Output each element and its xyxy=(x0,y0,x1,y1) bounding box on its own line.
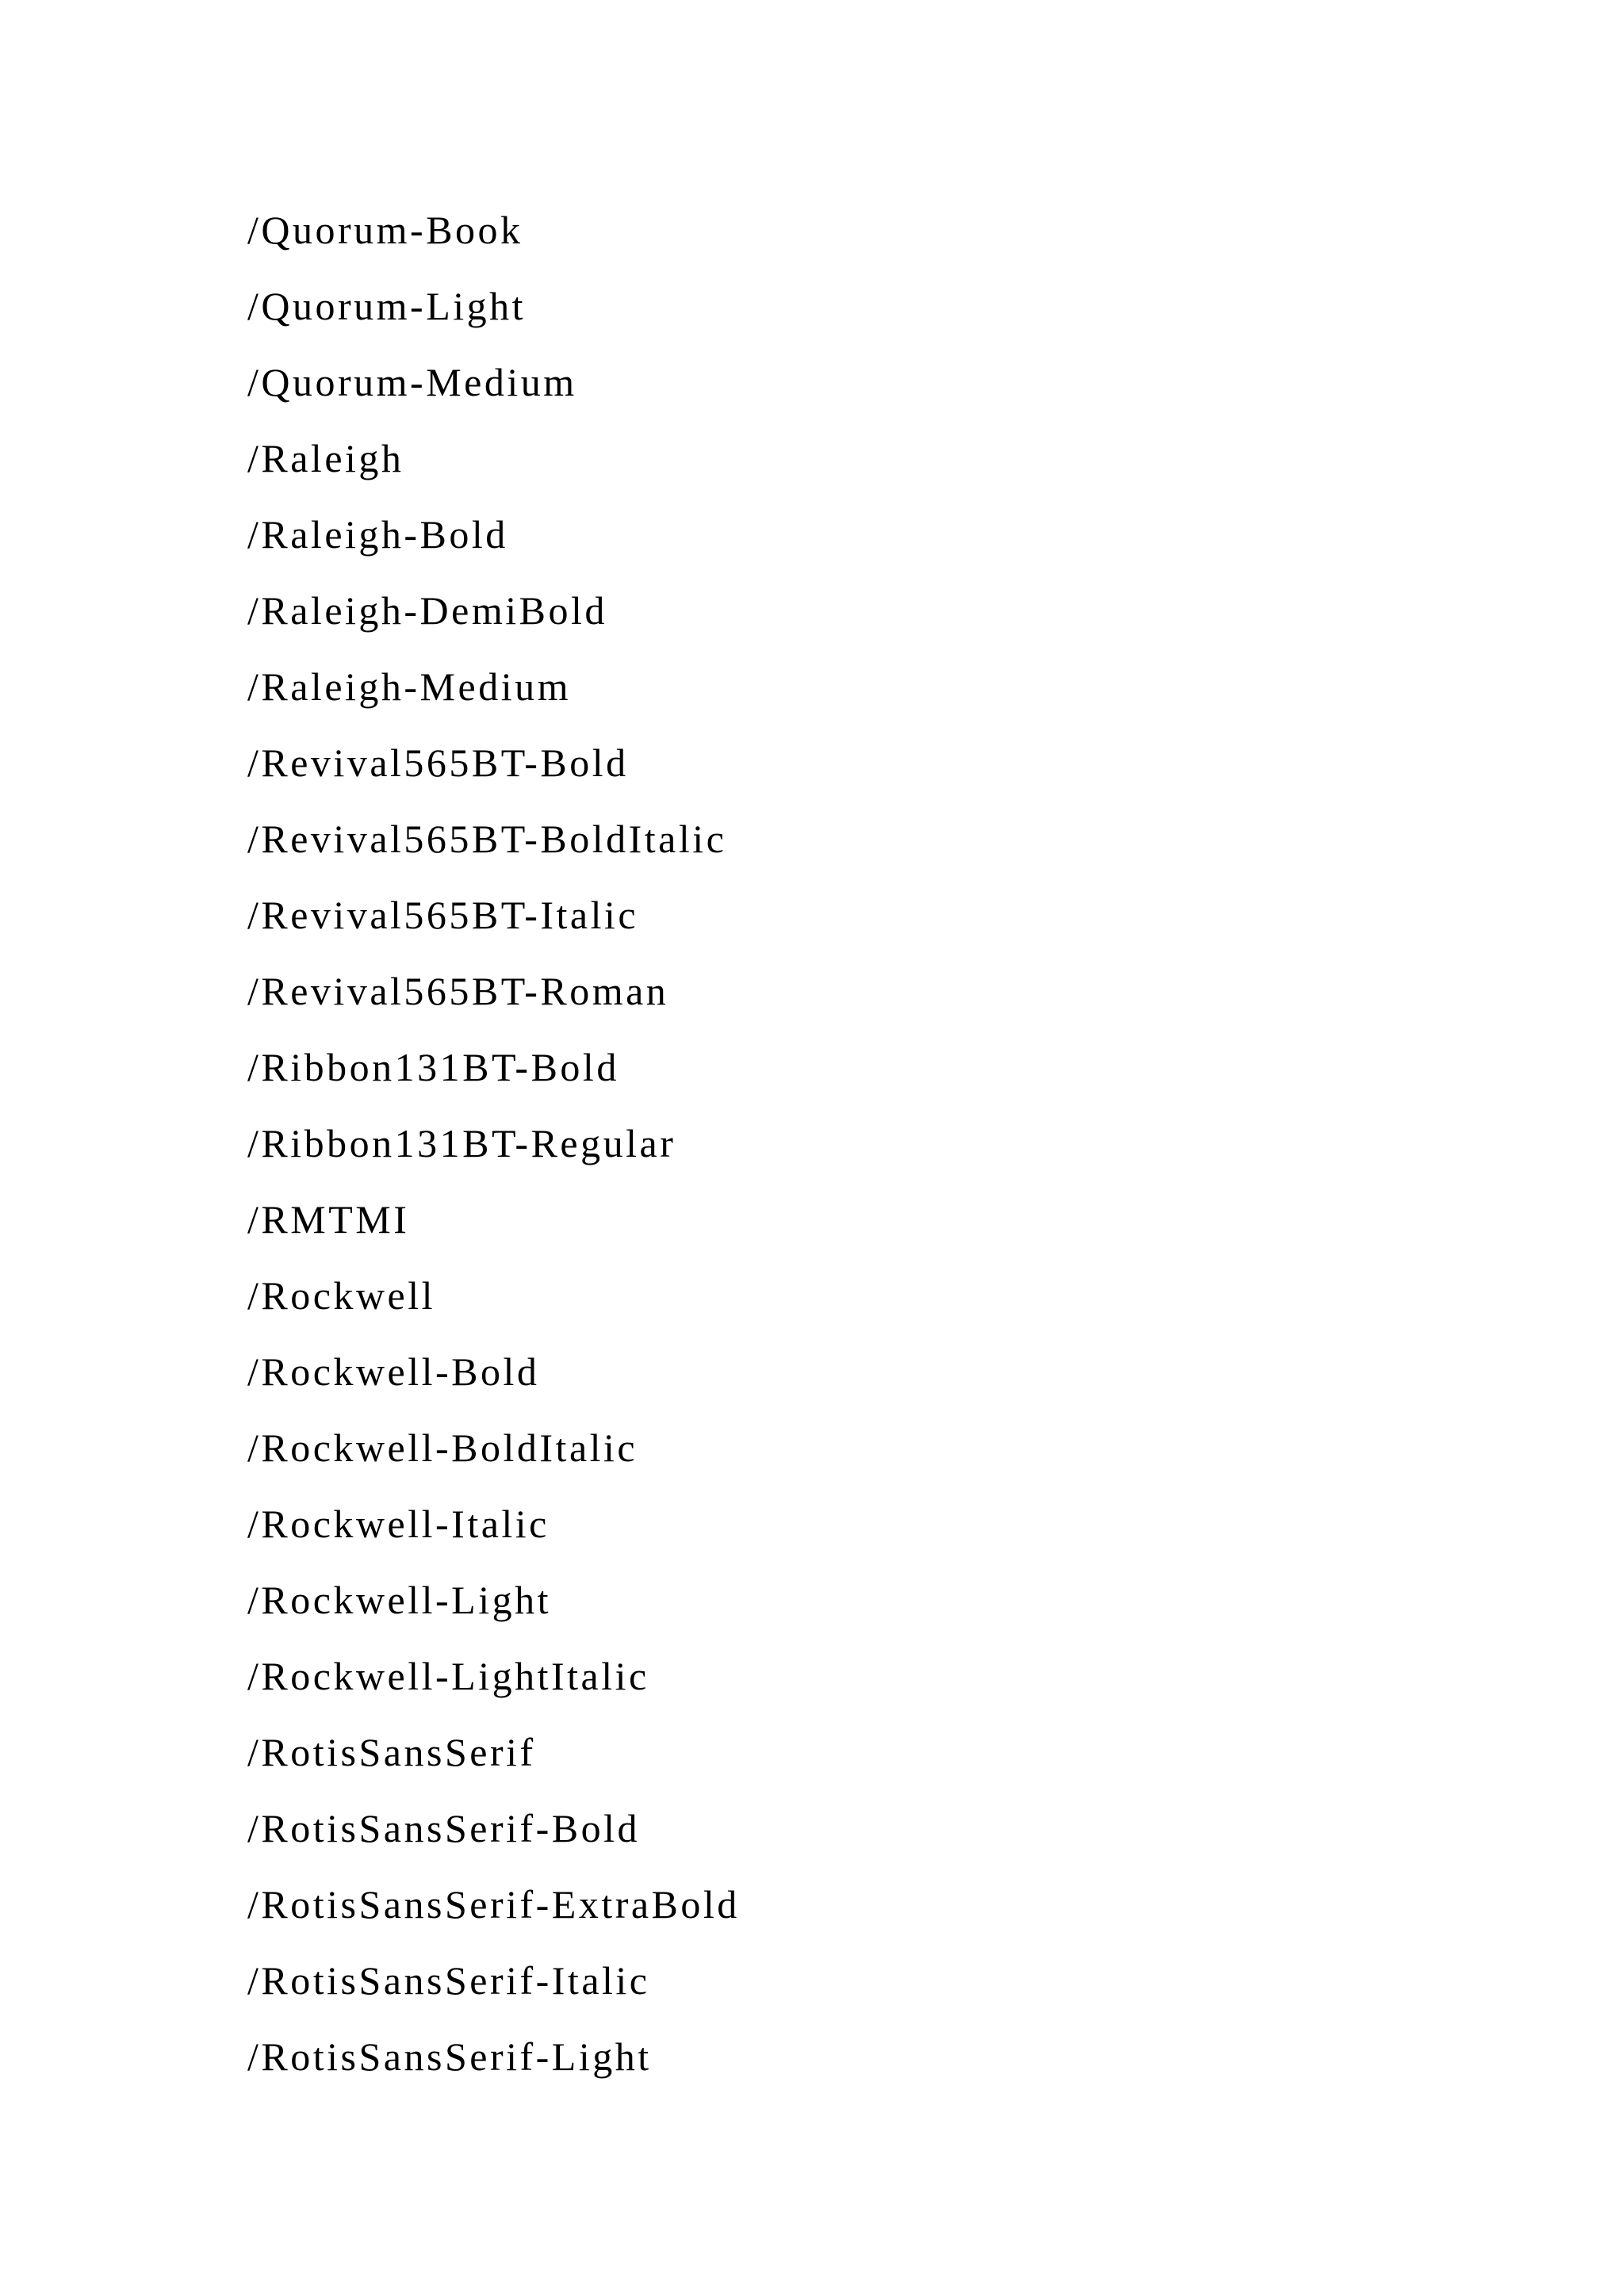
font-name-entry: /Ribbon131BT-Bold xyxy=(247,1045,619,1089)
font-name-entry: /Revival565BT-Roman xyxy=(247,969,669,1013)
font-name-entry: /Revival565BT-BoldItalic xyxy=(247,817,727,861)
font-name-entry: /Rockwell-Italic xyxy=(247,1502,550,1546)
font-name-entry: /RotisSansSerif-Bold xyxy=(247,1806,641,1850)
font-name-entry: /Quorum-Book xyxy=(247,208,523,252)
font-name-entry: /Rockwell xyxy=(247,1273,436,1318)
font-name-entry: /Raleigh-Bold xyxy=(247,512,508,557)
font-name-list xyxy=(247,192,740,2095)
font-name-entry: /RotisSansSerif-ExtraBold xyxy=(247,1882,740,1927)
font-name-entry: /Quorum-Medium xyxy=(247,360,577,404)
font-name-entry: /Rockwell-BoldItalic xyxy=(247,1425,638,1470)
font-name-entry: /Raleigh-DemiBold xyxy=(247,588,607,633)
font-name-entry: /RMTMI xyxy=(247,1197,410,1242)
font-name-entry: /Raleigh xyxy=(247,436,404,480)
font-name-entry: /Rockwell-LightItalic xyxy=(247,1654,649,1698)
font-name-entry: /Ribbon131BT-Regular xyxy=(247,1121,676,1165)
font-name-entry: /RotisSansSerif-Italic xyxy=(247,1958,650,2003)
font-name-entry: /RotisSansSerif xyxy=(247,1730,536,1774)
font-name-entry: /RotisSansSerif-Light xyxy=(247,2034,652,2079)
font-name-entry: /Raleigh-Medium xyxy=(247,664,571,709)
font-name-entry: /Rockwell-Light xyxy=(247,1578,551,1622)
font-name-entry: /Quorum-Light xyxy=(247,284,527,328)
font-name-entry: /Revival565BT-Italic xyxy=(247,893,639,937)
font-name-entry: /Revival565BT-Bold xyxy=(247,740,629,785)
font-name-entry: /Rockwell-Bold xyxy=(247,1349,540,1394)
